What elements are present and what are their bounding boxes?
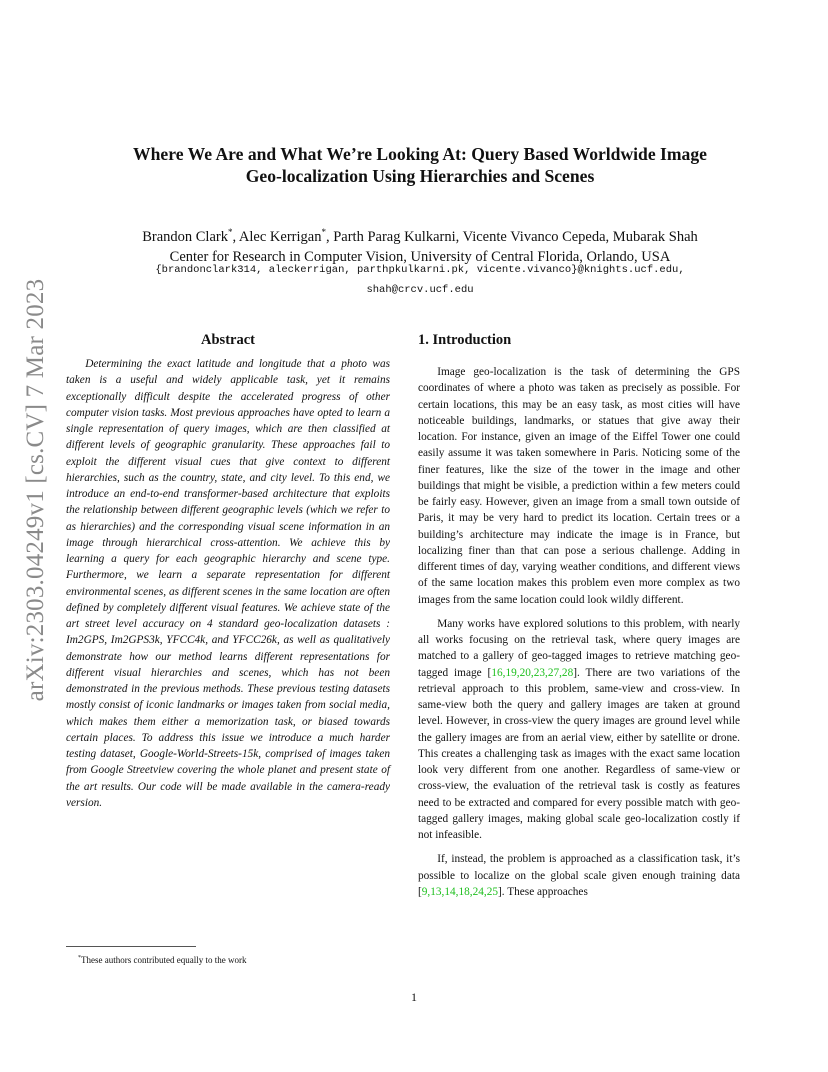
left-column	[66, 330, 390, 811]
paragraph-text: If, instead, the problem is approached as a classification task, it’s possible to localize on the global scale given enough training data [	[418, 853, 740, 898]
intro-paragraph-1: Image geo-localization is the task of determining the GPS coordinates of where a photo was taken as precisely as possible. For certain locations, this may be an easy task, as most cities will have noticeable buildings, landmarks, or statues that give away their location. For instance, given an image of the Eiffel Tower one could easily assume it was taken somewhere in Paris. Noticing some of the finer features, like the size of the tower in the image and other buildings that might be visible, a prediction within a few meters could be fairly easy. However, given an image from a small town outside of Paris, it may be very hard to predict its location. Certain trees or a building’s architecture may indicate the image is in France, but localizing finer than that can pose a serious challenge. Adding in different times of day, varying weather conditions, and different views of the same location makes this problem even more complex as two images from the same location could look wildly different.	[418, 366, 740, 606]
footnote-divider	[66, 946, 196, 947]
author-rest: , Parth Parag Kulkarni, Vicente Vivanco Cepeda, Mubarak Shah	[325, 228, 698, 245]
affiliation: Center for Research in Computer Vision, University of Central Florida, Orlando, USA	[169, 248, 671, 265]
page-number: 1	[411, 990, 417, 1004]
equal-contribution-mark: *	[321, 227, 326, 237]
equal-contribution-mark: *	[227, 227, 233, 237]
footnote-mark: *	[78, 955, 81, 961]
email-line-2: shah@crcv.ucf.edu	[366, 284, 474, 296]
email-block	[70, 260, 770, 300]
footnote-text: These authors contributed equally to the work	[81, 955, 247, 965]
citation-link[interactable]: 16,19,20,23,27,28	[491, 666, 574, 679]
paper-title	[70, 143, 770, 187]
right-column	[418, 330, 740, 908]
paragraph-text: ]. There are two variations of the retrieval approach to this problem, same-view and cross-view. In same-view both the query and gallery images are taken at ground level. However, in cross-view the query images are ground level while the gallery images are from an aerial view, either by satellite or drone. This creates a challenging task as images with the exact same location look very different from one another. Regardless of same-view or cross-view, the evaluation of the retrieval task is costly as features need to be extracted and compared for every possible match with geo-tagged gallery images, making global scale geo-localization costly if not infeasible.	[418, 666, 740, 841]
abstract-heading: Abstract	[201, 332, 255, 348]
paragraph-text: Many works have explored solutions to this problem, with nearly all works focusing on the retrieval task, where query images are matched to a gallery of geo-tagged images to retrieve matching geo-tagged image [	[418, 617, 740, 679]
introduction-heading: 1. Introduction	[418, 332, 512, 348]
email-line-1: {brandonclark314, aleckerrigan, parthpkulkarni.pk, vicente.vivanco}@knights.ucf.edu,	[155, 264, 685, 276]
author-first: Brandon Clark	[142, 228, 228, 245]
abstract-body: Determining the exact latitude and longitude that a photo was taken is a useful and widely applicable task, yet it remains exceptionally difficult despite the accelerated progress of other computer vision tasks. Most previous approaches have opted to learn a single representation of query images, which are then classified at different levels of geographic granularity. These approaches fail to exploit the different visual cues that give context to different hierarchies, such as the country, state, and city level. To this end, we introduce an end-to-end transformer-based architecture that exploits the relationship between different geographic levels (which we refer to as hierarchies) and the corresponding visual scene information in an image through hierarchical cross-attention. We achieve this by learning a query for each geographic hierarchy and scene type. Furthermore, we learn a separate representation for different environmental scenes, as different scenes in the same location are often defined by completely different visual features. We achieve state of the art street level accuracy on 4 standard geo-localization datasets : Im2GPS, Im2GPS3k, YFCC4k, and YFCC26k, as well as qualitatively demonstrate how our method learns different representations for different visual hierarchies and scenes, which has not been demonstrated in the previous methods. These previous testing datasets mostly consist of iconic landmarks or images taken from social media, which makes them either a memorization task, or biased towards certain places. To address this issue we introduce a much harder testing dataset, Google-World-Streets-15k, comprised of images taken from Google Streetview covering the whole planet and present state of the art results. Our code will be made available in the camera-ready version.	[66, 358, 390, 809]
title-line-1: Where We Are and What We’re Looking At: Query Based Worldwide Image	[133, 144, 707, 164]
title-line-2: Geo-localization Using Hierarchies and Scenes	[245, 166, 595, 186]
arxiv-stamp: arXiv:2303.04249v1 [cs.CV] 7 Mar 2023	[22, 278, 49, 702]
footnote	[78, 952, 246, 966]
author-second: , Alec Kerrigan	[232, 228, 322, 245]
arxiv-sidebar	[16, 278, 56, 702]
intro-paragraph-3	[418, 851, 740, 900]
paragraph-text: ]. These approaches	[498, 885, 588, 898]
intro-paragraph-2	[418, 616, 740, 844]
citation-link[interactable]: 9,13,14,18,24,25	[421, 885, 499, 898]
author-list	[70, 222, 770, 247]
